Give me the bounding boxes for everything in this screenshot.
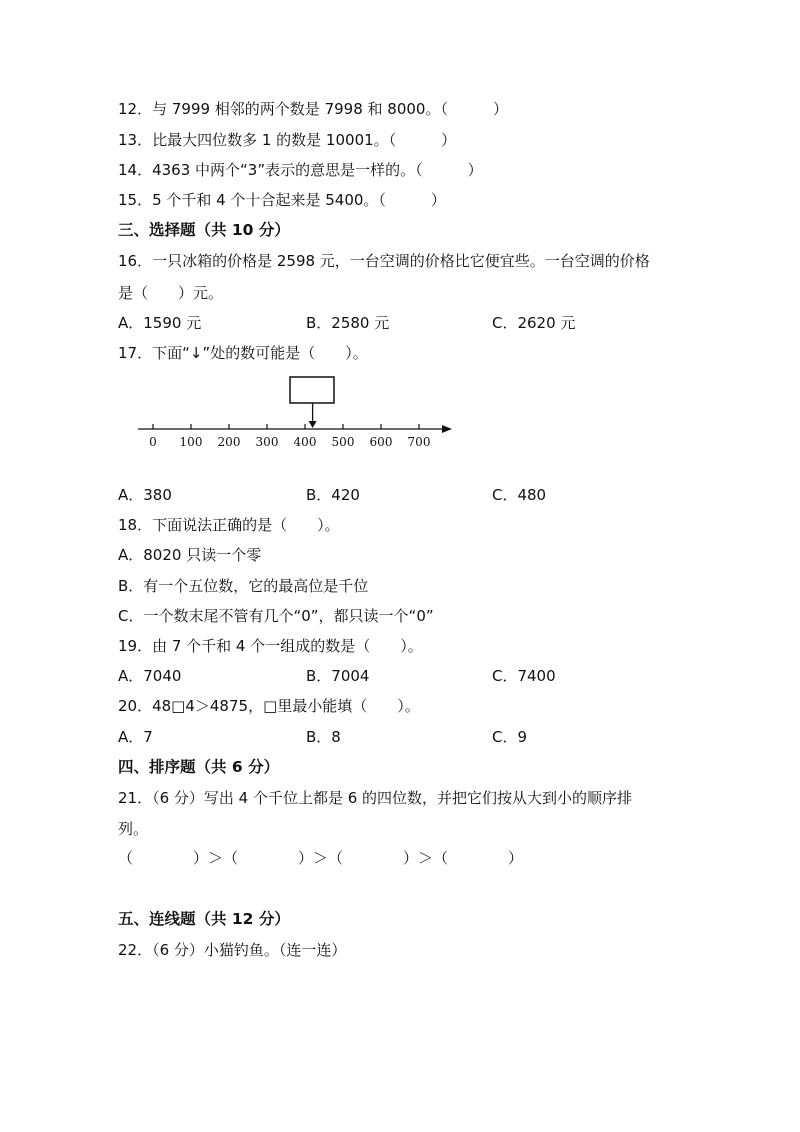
question-16-line-1: 16．一只冰箱的价格是 2598 元，一台空调的价格比它便宜些。一台空调的价格 — [118, 252, 650, 270]
tick-label: 200 — [217, 435, 241, 449]
section-3-heading: 三、选择题（共 10 分） — [118, 221, 290, 239]
section-5-heading: 五、连线题（共 12 分） — [118, 910, 290, 928]
question-15: 15．5 个千和 4 个十合起来是 5400。（ ） — [118, 191, 446, 209]
tick-label: 400 — [293, 435, 317, 449]
down-arrow-icon — [309, 421, 317, 428]
q19-option-b: B．7004 — [306, 667, 370, 685]
q18-option-b: B．有一个五位数，它的最高位是千位 — [118, 577, 369, 595]
question-21-line-1: 21．（6 分）写出 4 个千位上都是 6 的四位数，并把它们按从大到小的顺序排 — [118, 789, 633, 807]
question-20: 20．48□4＞4875，□里最小能填（ ）。 — [118, 697, 420, 715]
q18-option-c: C．一个数末尾不管有几个“0”，都只读一个“0” — [118, 607, 434, 625]
tick-label: 600 — [369, 435, 393, 449]
question-21-line-2: 列。 — [118, 820, 149, 838]
question-12: 12．与 7999 相邻的两个数是 7998 和 8000。（ ） — [118, 100, 508, 118]
q20-option-b: B．8 — [306, 728, 341, 746]
q16-option-b: B．2580 元 — [306, 314, 390, 332]
tick-label: 0 — [149, 435, 157, 449]
tick-label: 300 — [255, 435, 279, 449]
q17-option-a: A．380 — [118, 486, 172, 504]
q16-option-c: C．2620 元 — [492, 314, 576, 332]
q19-option-c: C．7400 — [492, 667, 556, 685]
tick-label: 100 — [179, 435, 203, 449]
question-22: 22．（6 分）小猫钓鱼。（连一连） — [118, 941, 347, 959]
question-18: 18．下面说法正确的是（ ）。 — [118, 516, 340, 534]
tick-label: 700 — [407, 435, 431, 449]
question-19: 19．由 7 个千和 4 个一组成的数是（ ）。 — [118, 637, 423, 655]
axis-arrow-icon — [442, 425, 452, 433]
q16-option-a: A．1590 元 — [118, 314, 202, 332]
question-13: 13．比最大四位数多 1 的数是 10001。（ ） — [118, 131, 457, 149]
tick-label: 500 — [331, 435, 355, 449]
answer-box — [290, 377, 334, 403]
section-4-heading: 四、排序题（共 6 分） — [118, 758, 280, 776]
q20-option-a: A．7 — [118, 728, 153, 746]
q19-option-a: A．7040 — [118, 667, 182, 685]
q20-option-c: C．9 — [492, 728, 528, 746]
q18-option-a: A．8020 只读一个零 — [118, 546, 262, 564]
question-14: 14．4363 中两个“3”表示的意思是一样的。（ ） — [118, 161, 483, 179]
question-17: 17．下面“↓”处的数可能是（ ）。 — [118, 344, 368, 362]
q17-option-b: B．420 — [306, 486, 360, 504]
question-16-line-2: 是（ ）元。 — [118, 284, 224, 302]
number-line-figure — [130, 372, 460, 452]
question-21-blanks: （ ）＞（ ）＞（ ）＞（ ） — [118, 849, 524, 867]
q17-option-c: C．480 — [492, 486, 547, 504]
